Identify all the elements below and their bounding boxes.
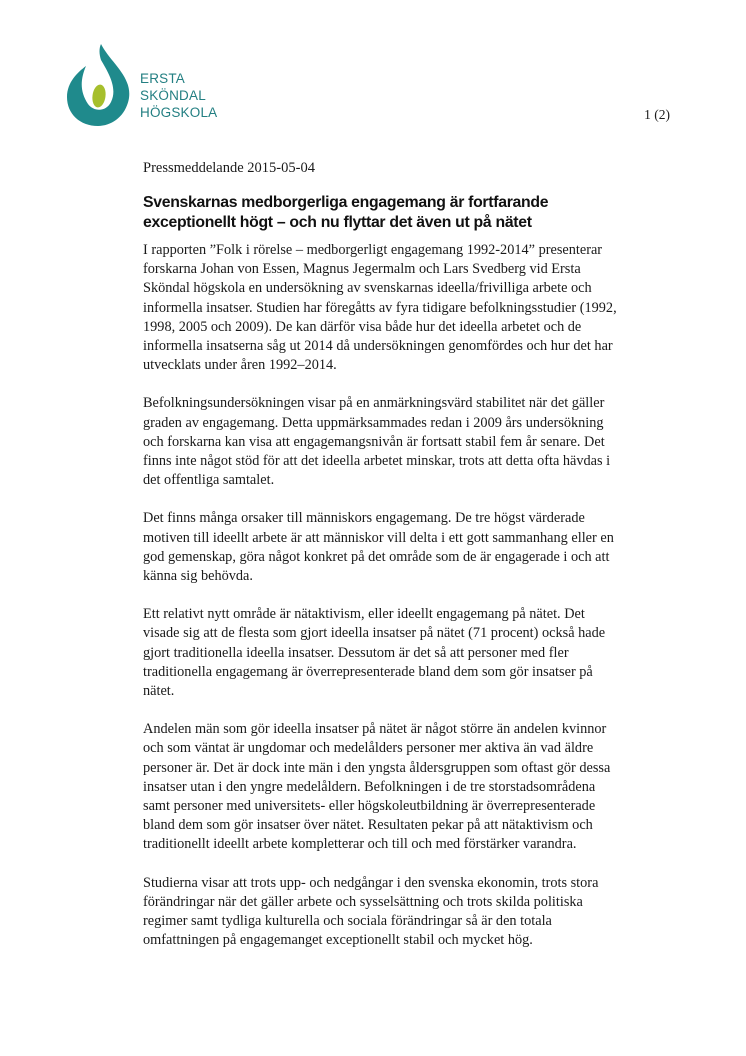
page-number: 1 (2): [644, 107, 670, 122]
paragraph: Befolkningsundersökningen visar på en anmärkningsvärd stabilitet när det gäller graden av engagemang. Detta uppmärksammades redan i 2009 års undersökning och forskarna kan visa att engagemangsnivån är fortsatt stabil fem år senare. Det finns inte något stöd för att det ideella arbetet minskar, trots att detta ofta hävdas i det offentliga samtalet.: [143, 395, 611, 489]
paragraph: Andelen män som gör ideella insatser på nätet är något större än andelen kvinnor och som väntat är ungdomar och medelålders personer mer aktiva än vad äldre personer är. Det är dock inte män i den yngsta åldersgruppen som oftast gör dessa insatser utan i den yngre medelåldern. Befolkningen i de tre storstadsområdena samt personer med universitets- eller högskoleutbildning är överrepresenterade bland dem som gör insatser över nätet. Resultaten pekar på att nätaktivism och traditionellt ideellt arbete kompletterar och till och med förstärker varandra.: [143, 721, 611, 853]
headline-line-1: Svenskarnas medborgerliga engagemang är fortfarande: [143, 194, 549, 211]
flame-drop-icon: [66, 42, 132, 126]
paragraph: I rapporten ”Folk i rörelse – medborgerligt engagemang 1992-2014” presenterar forskarna Johan von Essen, Magnus Jegermalm och Lars Svedberg vid Ersta Sköndal högskola en undersökning av svenskarnas ideella/frivilliga arbete och informella insatser. Studien har föregåtts av fyra tidigare befolkningsstudier (1992, 1998, 2005 och 2009). De kan därför visa både hur det ideella arbetet och de informella insatserna såg ut 2014 då undersökningen genomfördes och hur det har utvecklats under åren 1992–2014.: [143, 242, 617, 374]
logo-line-2: SKÖNDAL: [140, 88, 206, 103]
paragraph: Studierna visar att trots upp- och nedgångar i den svenska ekonomin, trots stora förändringar när det gäller arbete och sysselsättning och trots skilda politiska regimer samt tydliga kulturella och sociala förändringar så är den totala omfattningen på engagemanget exceptionellt stabil och mycket hög.: [143, 874, 599, 949]
paragraph: Det finns många orsaker till människors engagemang. De tre högst värderade motiven till ideellt arbete är att människor vill delta i ett gott sammanhang eller en god gemenskap, göra något konkret på det område som de är engagerade i och att känna sig behövda.: [143, 510, 614, 585]
headline: [143, 193, 613, 233]
paragraph: Ett relativt nytt område är nätaktivism, eller ideellt engagemang på nätet. Det visade sig att de flesta som gjort ideella insatser på nätet (71 procent) också hade gjort traditionella ideella insatser. Dessutom är det så att personer med fler traditionella engagemang är överrepresenterade bland dem som gör insatser på nätet.: [143, 606, 606, 700]
press-release-date: Pressmeddelande 2015-05-04: [143, 160, 315, 176]
headline-line-2: exceptionellt högt – och nu flyttar det även ut på nätet: [143, 214, 532, 231]
logo: [66, 42, 236, 128]
logo-line-1: ERSTA: [140, 71, 186, 86]
logo-wordmark: [140, 70, 217, 121]
logo-line-3: HÖGSKOLA: [140, 105, 218, 120]
article-body: [143, 241, 623, 970]
